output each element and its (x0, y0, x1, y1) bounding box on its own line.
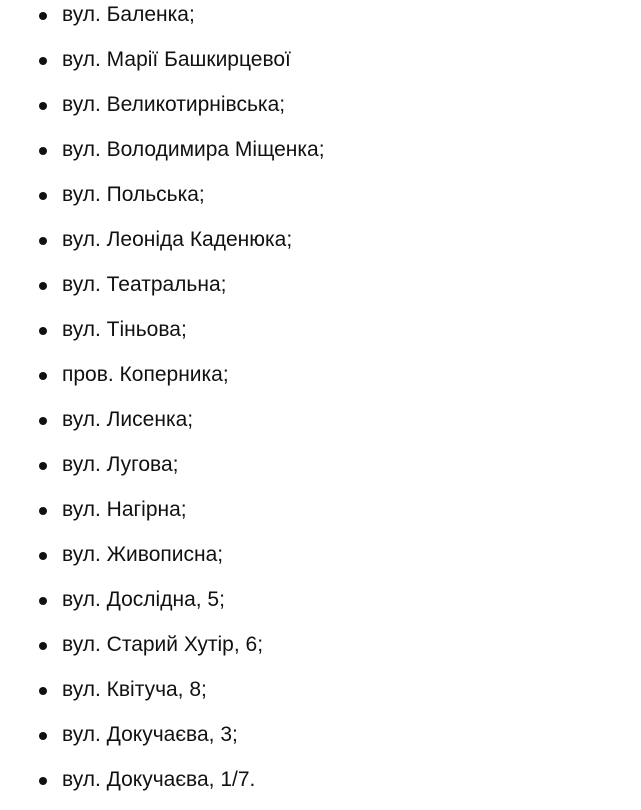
street-name: вул. Баленка; (62, 3, 195, 26)
list-item (0, 270, 641, 315)
street-name: вул. Володимира Міщенка; (62, 138, 325, 161)
street-name: вул. Польська; (62, 183, 205, 206)
street-name: пров. Коперника; (62, 363, 229, 386)
bullet-icon (39, 12, 47, 20)
street-name: вул. Докучаєва, 3; (62, 723, 238, 746)
street-name: вул. Леоніда Каденюка; (62, 228, 293, 251)
bullet-icon (39, 597, 47, 605)
list-item (0, 360, 641, 405)
bullet-icon (39, 57, 47, 65)
list-item (0, 585, 641, 630)
list-item (0, 0, 641, 45)
bullet-icon (39, 777, 47, 785)
list-item (0, 720, 641, 765)
list-item (0, 765, 641, 810)
bullet-icon (39, 552, 47, 560)
street-name: вул. Марії Башкирцевої (62, 48, 291, 71)
list-item (0, 315, 641, 360)
street-name: вул. Квітуча, 8; (62, 678, 207, 701)
list-item (0, 630, 641, 675)
list-item (0, 180, 641, 225)
street-name: вул. Дослідна, 5; (62, 588, 225, 611)
bullet-icon (39, 237, 47, 245)
street-name: вул. Лугова; (62, 453, 179, 476)
list-item (0, 675, 641, 720)
list-item (0, 540, 641, 585)
bullet-icon (39, 462, 47, 470)
street-name: вул. Лисенка; (62, 408, 194, 431)
street-name: вул. Великотирнівська; (62, 93, 286, 116)
bullet-icon (39, 507, 47, 515)
bullet-icon (39, 192, 47, 200)
list-item (0, 225, 641, 270)
list-item (0, 405, 641, 450)
street-name: вул. Докучаєва, 1/7. (62, 768, 256, 791)
street-name: вул. Старий Хутір, 6; (62, 633, 264, 656)
street-name: вул. Живописна; (62, 543, 224, 566)
bullet-icon (39, 732, 47, 740)
bullet-icon (39, 372, 47, 380)
bullet-icon (39, 642, 47, 650)
bullet-icon (39, 147, 47, 155)
bullet-icon (39, 102, 47, 110)
bullet-icon (39, 687, 47, 695)
list-item (0, 450, 641, 495)
list-item (0, 90, 641, 135)
list-item (0, 45, 641, 90)
bullet-icon (39, 282, 47, 290)
list-item (0, 495, 641, 540)
bullet-icon (39, 327, 47, 335)
list-item (0, 135, 641, 180)
bullet-icon (39, 417, 47, 425)
street-name: вул. Театральна; (62, 273, 227, 296)
street-name: вул. Нагірна; (62, 498, 187, 521)
street-name: вул. Тіньова; (62, 318, 187, 341)
